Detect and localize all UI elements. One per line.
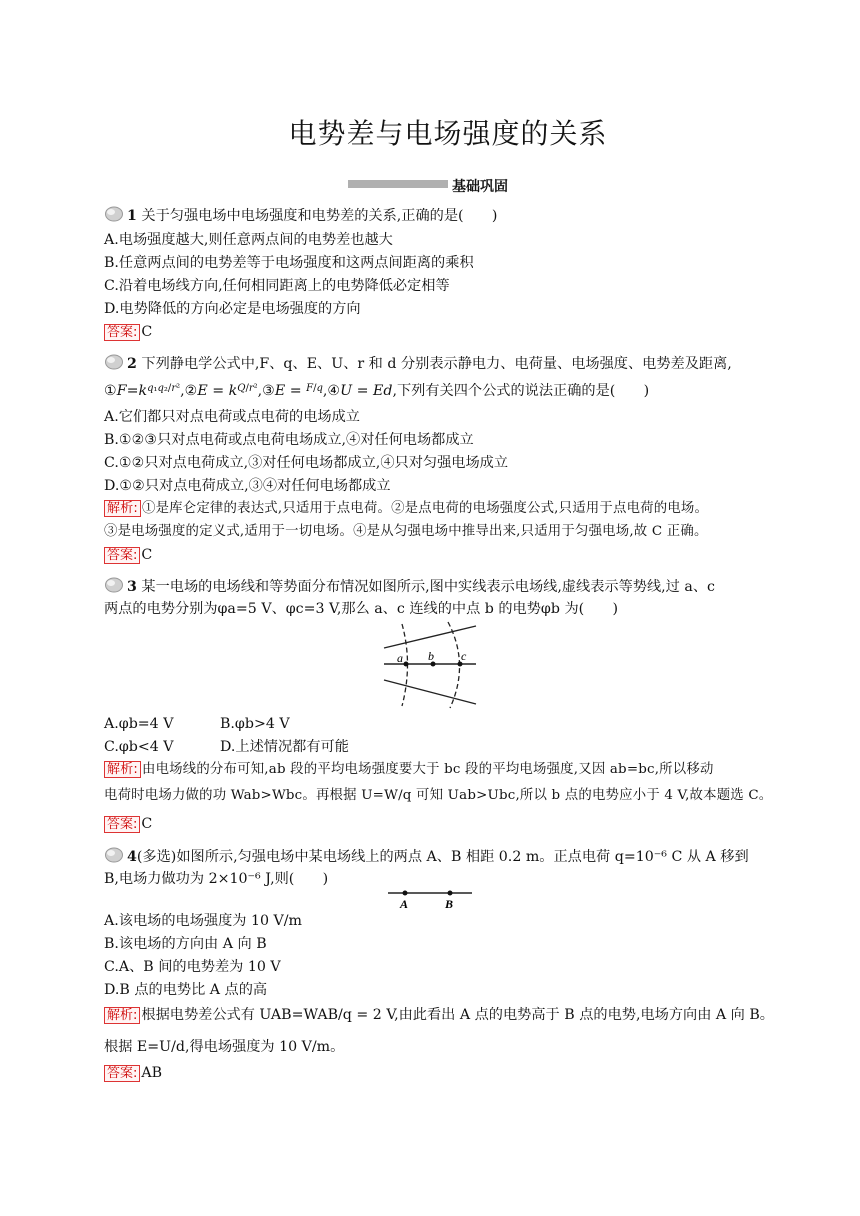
q3-analysis-line1: 解析: 由电场线的分布可知,ab 段的平均电场强度要大于 bc 段的平均电场强度,又因 ab=bc,所以移动 [104,761,714,779]
q3-answer: 答案: C [104,815,152,833]
q4-analysis-line2: 根据 E=U/d,得电场强度为 10 V/m。 [104,1039,345,1055]
q2-stem: 2 下列静电学公式中,F、q、E、U、r 和 d 分别表示静电力、电荷量、电场强度、电势差及距离, [104,354,732,373]
field-line-bottom [384,680,476,704]
point-B [448,891,453,896]
q3-stem-line1: 3 某一电场的电场线和等势面分布情况如图所示,图中实线表示电场线,虚线表示等势线,过 a、c [104,577,715,596]
answer-tag: 答案: [104,816,140,833]
q2-analysis-line2: ③是电场强度的定义式,适用于一切电场。④是从匀强电场中推导出来,只适用于匀强电场,故 C 正确。 [104,524,708,539]
q4-answer: 答案: AB [104,1064,162,1082]
section-bar [348,180,448,188]
formula-list: $①F=k^{q_1q_2/r^2},②E$ = $k^{Q/r^2},③E$ = $^{F/q}$,④U = Ed [104,383,393,399]
label-A: A [400,897,409,911]
label-a: a [397,651,403,665]
q1-option-d: D.电势降低的方向必定是电场强度的方向 [104,301,361,317]
q2-analysis-line1: 解析: ①是库仑定律的表达式,只适用于点电荷。②是点电荷的电场强度公式,只适用于点电荷的电场。 [104,500,708,518]
label-b: b [428,649,434,663]
q4-stem-line1: 4(多选)如图所示,匀强电场中某电场线上的两点 A、B 相距 0.2 m。正点电荷 q=10⁻⁶ C 从 A 移到 [104,847,749,866]
question-marker-icon [104,847,124,863]
answer-tag: 答案: [104,324,140,341]
q1-answer: 答案: C [104,323,152,341]
q4-option-b: B.该电场的方向由 A 向 B [104,936,267,952]
q3-options-row1 [104,715,290,733]
label-B: B [445,897,454,911]
page-title: 电势差与电场强度的关系 [288,117,608,150]
field-lines-figure [380,620,480,712]
section-label: 基础巩固 [452,179,508,195]
analysis-tag: 解析: [104,761,141,778]
q2-answer: 答案: C [104,546,152,564]
q4-option-c: C.A、B 间的电势差为 10 V [104,959,281,975]
answer-tag: 答案: [104,1065,140,1082]
q4-option-d: D.B 点的电势比 A 点的高 [104,982,268,998]
analysis-tag: 解析: [104,1007,140,1024]
point-a [404,662,409,667]
q2-option-b: B.①②③只对点电荷或点电荷电场成立,④对任何电场都成立 [104,432,474,448]
point-A [403,891,408,896]
q4-analysis-line1: 解析: 根据电势差公式有 UAB=WAB/q = 2 V,由此看出 A 点的电势高于 B 点的电势,电场方向由 A 向 B。 [104,1006,774,1024]
analysis-tag: 解析: [104,500,141,517]
q3-option-c: C.φb<4 V [104,739,174,755]
q3-analysis-line2: 电荷时电场力做的功 Wab>Wbc。再根据 U=W/q 可知 Uab>Ubc,所以 b 点的电势应小于 4 V,故本题选 C。 [104,788,773,803]
q3-option-a: A.φb=4 V [104,716,174,732]
uniform-field-figure [386,886,476,912]
q2-option-c: C.①②只对点电荷成立,③对任何电场都成立,④只对匀强电场成立 [104,455,509,471]
q2-formulas: $①F=k^{q_1q_2/r^2},②E$ = $k^{Q/r^2},③E$ = $^{F/q}$,④U = Ed,下列有关四个公式的说法正确的是( ) [104,383,650,399]
question-marker-icon [104,354,124,370]
q3-option-b: B.φb>4 V [220,716,290,732]
q2-option-d: D.①②只对点电荷成立,③④对任何电场都成立 [104,478,391,494]
q3-options-row2 [104,738,349,756]
field-line-top [384,626,476,648]
question-marker-icon [104,206,124,222]
q4-stem-line2: B,电场力做功为 2×10⁻⁶ J,则( ) [104,871,329,887]
question-marker-icon [104,577,124,593]
q4-option-a: A.该电场的电场强度为 10 V/m [104,913,302,929]
q1-option-c: C.沿着电场线方向,任何相同距离上的电势降低必定相等 [104,278,450,294]
q1-stem: 1 关于匀强电场中电场强度和电势差的关系,正确的是( ) [104,206,497,225]
q2-option-a: A.它们都只对点电荷或点电荷的电场成立 [104,409,360,425]
q1-option-b: B.任意两点间的电势差等于电场强度和这两点间距离的乘积 [104,255,474,271]
label-c: c [461,649,467,663]
q3-stem-line2: 两点的电势分别为φa=5 V、φc=3 V,那么 a、c 连线的中点 b 的电势φb 为( ) [104,601,619,617]
q1-option-a: A.电场强度越大,则任意两点间的电势差也越大 [104,232,393,248]
answer-tag: 答案: [104,547,140,564]
q3-option-d: D.上述情况都有可能 [220,739,349,755]
